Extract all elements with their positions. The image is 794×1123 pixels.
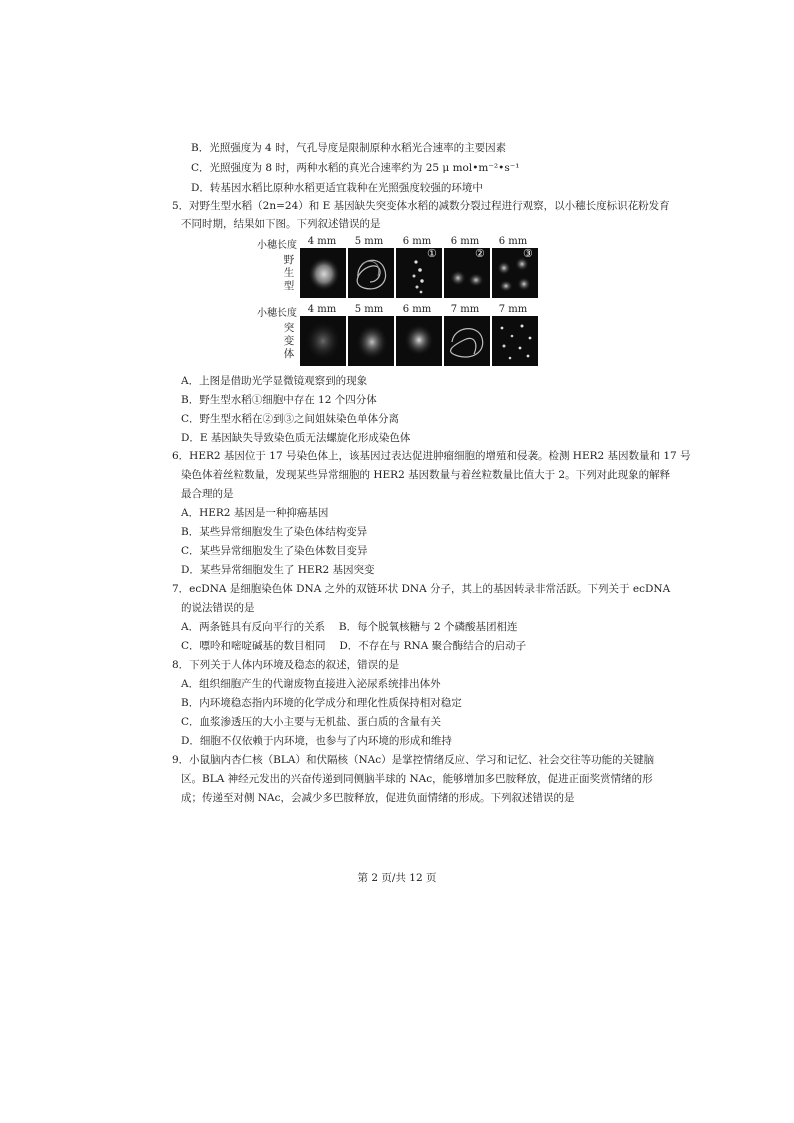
row1-size-5: 6 mm: [498, 236, 528, 247]
q5-stem-line2: 不同时期，结果如下图。下列叙述错误的是: [181, 218, 381, 230]
q6-option-c: C．某些异常细胞发生了染色体数目变异: [181, 545, 368, 557]
row1-size-3: 6 mm: [402, 236, 432, 247]
q6-option-a: A．HER2 基因是一种抑癌基因: [181, 507, 329, 519]
row2-size-4: 7 mm: [450, 304, 480, 315]
mark-3: ③: [523, 247, 533, 260]
q5-option-d: D．E 基因缺失导致染色质无法螺旋化形成染色体: [181, 432, 411, 444]
q8-option-c: C．血浆渗透压的大小主要与无机盐、蛋白质的含量有关: [181, 716, 442, 728]
option-b-prev: B．光照强度为 4 时，气孔导度是限制原种水稻光合速率的主要因素: [191, 142, 507, 154]
row2-size-1: 4 mm: [307, 304, 337, 315]
q5-option-a: A．上图是借助光学显微镜观察到的现象: [181, 375, 368, 387]
page-footer: 第 2 页/共 12 页: [357, 872, 437, 884]
micrograph-wild-1: [300, 248, 346, 298]
row2-size-5: 7 mm: [498, 304, 528, 315]
q5-stem-line1: 5．对野生型水稻（2n=24）和 E 基因缺失突变体水稻的减数分裂过程进行观察，以小穗长度标识花粉发育: [172, 200, 670, 212]
row1-size-4: 6 mm: [450, 236, 480, 247]
q9-stem-line1: 9．小鼠脑内杏仁核（BLA）和伏隔核（NAc）是掌控情绪反应、学习和记忆、社会交往等功能的关键脑: [172, 754, 655, 766]
row1-name-1: 野: [283, 254, 295, 266]
mark-1: ①: [427, 247, 437, 260]
row2-name-2: 变: [283, 335, 295, 347]
meiosis-micrograph-figure: [255, 232, 545, 372]
q7-stem-line2: 的说法错误的是: [181, 602, 255, 614]
q6-option-d: D．某些异常细胞发生了 HER2 基因突变: [181, 564, 375, 576]
option-c-prev: C．光照强度为 8 时，两种水稻的真光合速率约为 25 μ mol•m⁻²•s⁻¹: [191, 162, 520, 174]
q9-stem-line2: 区。BLA 神经元发出的兴奋传递到同侧脑半球的 NAc，能够增加多巴胺释放，促进正面奖赏情绪的形: [181, 773, 653, 785]
q5-option-c: C．野生型水稻在②到③之间姐妹染色单体分离: [181, 413, 400, 425]
q5-option-b: B．野生型水稻①细胞中存在 12 个四分体: [181, 394, 377, 406]
q9-stem-line3: 成；传递至对侧 NAc，会减少多巴胺释放，促进负面情绪的形成。下列叙述错误的是: [181, 792, 575, 804]
q8-option-a: A．组织细胞产生的代谢废物直接进入泌尿系统排出体外: [181, 678, 441, 690]
row1-size-label: 小穗长度: [257, 240, 297, 251]
micrograph-mutant-4: [444, 316, 490, 366]
q6-option-b: B．某些异常细胞发生了染色体结构变异: [181, 526, 368, 538]
micrograph-wild-2: [348, 248, 394, 298]
option-d-prev: D．转基因水稻比原种水稻更适宜栽种在光照强度较强的环境中: [191, 182, 483, 194]
row2-size-2: 5 mm: [354, 304, 384, 315]
q8-option-b: B．内环境稳态指内环境的化学成分和理化性质保持相对稳定: [181, 697, 462, 709]
row2-name-3: 体: [283, 348, 295, 360]
mark-2: ②: [475, 247, 485, 260]
row1-size-2: 5 mm: [354, 236, 384, 247]
q6-stem-line3: 最合理的是: [181, 488, 234, 500]
q6-stem-line2: 染色体着丝粒数量，发现某些异常细胞的 HER2 基因数量与着丝粒数量比值大于 2。下列对此现象的解释: [181, 469, 671, 481]
micrograph-mutant-2: [348, 316, 394, 366]
q7-options-cd: C．嘌呤和嘧啶碱基的数目相同 D．不存在与 RNA 聚合酶结合的启动子: [181, 640, 527, 652]
q7-stem-line1: 7．ecDNA 是细胞染色体 DNA 之外的双链环状 DNA 分子，其上的基因转录非常活跃。下列关于 ecDNA: [172, 583, 671, 595]
row1-name-3: 型: [283, 280, 295, 292]
row2-name-1: 突: [283, 322, 295, 334]
micrograph-mutant-3: [396, 316, 442, 366]
q8-option-d: D．细胞不仅依赖于内环境，也参与了内环境的形成和维持: [181, 735, 452, 747]
row1-size-1: 4 mm: [307, 236, 337, 247]
row2-size-3: 6 mm: [402, 304, 432, 315]
row2-size-label: 小穗长度: [257, 308, 297, 319]
micrograph-mutant-1: [300, 316, 346, 366]
q6-stem-line1: 6．HER2 基因位于 17 号染色体上，该基因过表达促进肿瘤细胞的增殖和侵袭。检测 HER2 基因数量和 17 号: [172, 450, 691, 462]
q8-stem: 8．下列关于人体内环境及稳态的叙述，错误的是: [172, 659, 400, 671]
row1-name-2: 生: [283, 267, 295, 279]
q7-options-ab: A．两条链具有反向平行的关系 B．每个脱氧核糖与 2 个磷酸基团相连: [181, 621, 518, 633]
micrograph-mutant-5: [492, 316, 538, 366]
